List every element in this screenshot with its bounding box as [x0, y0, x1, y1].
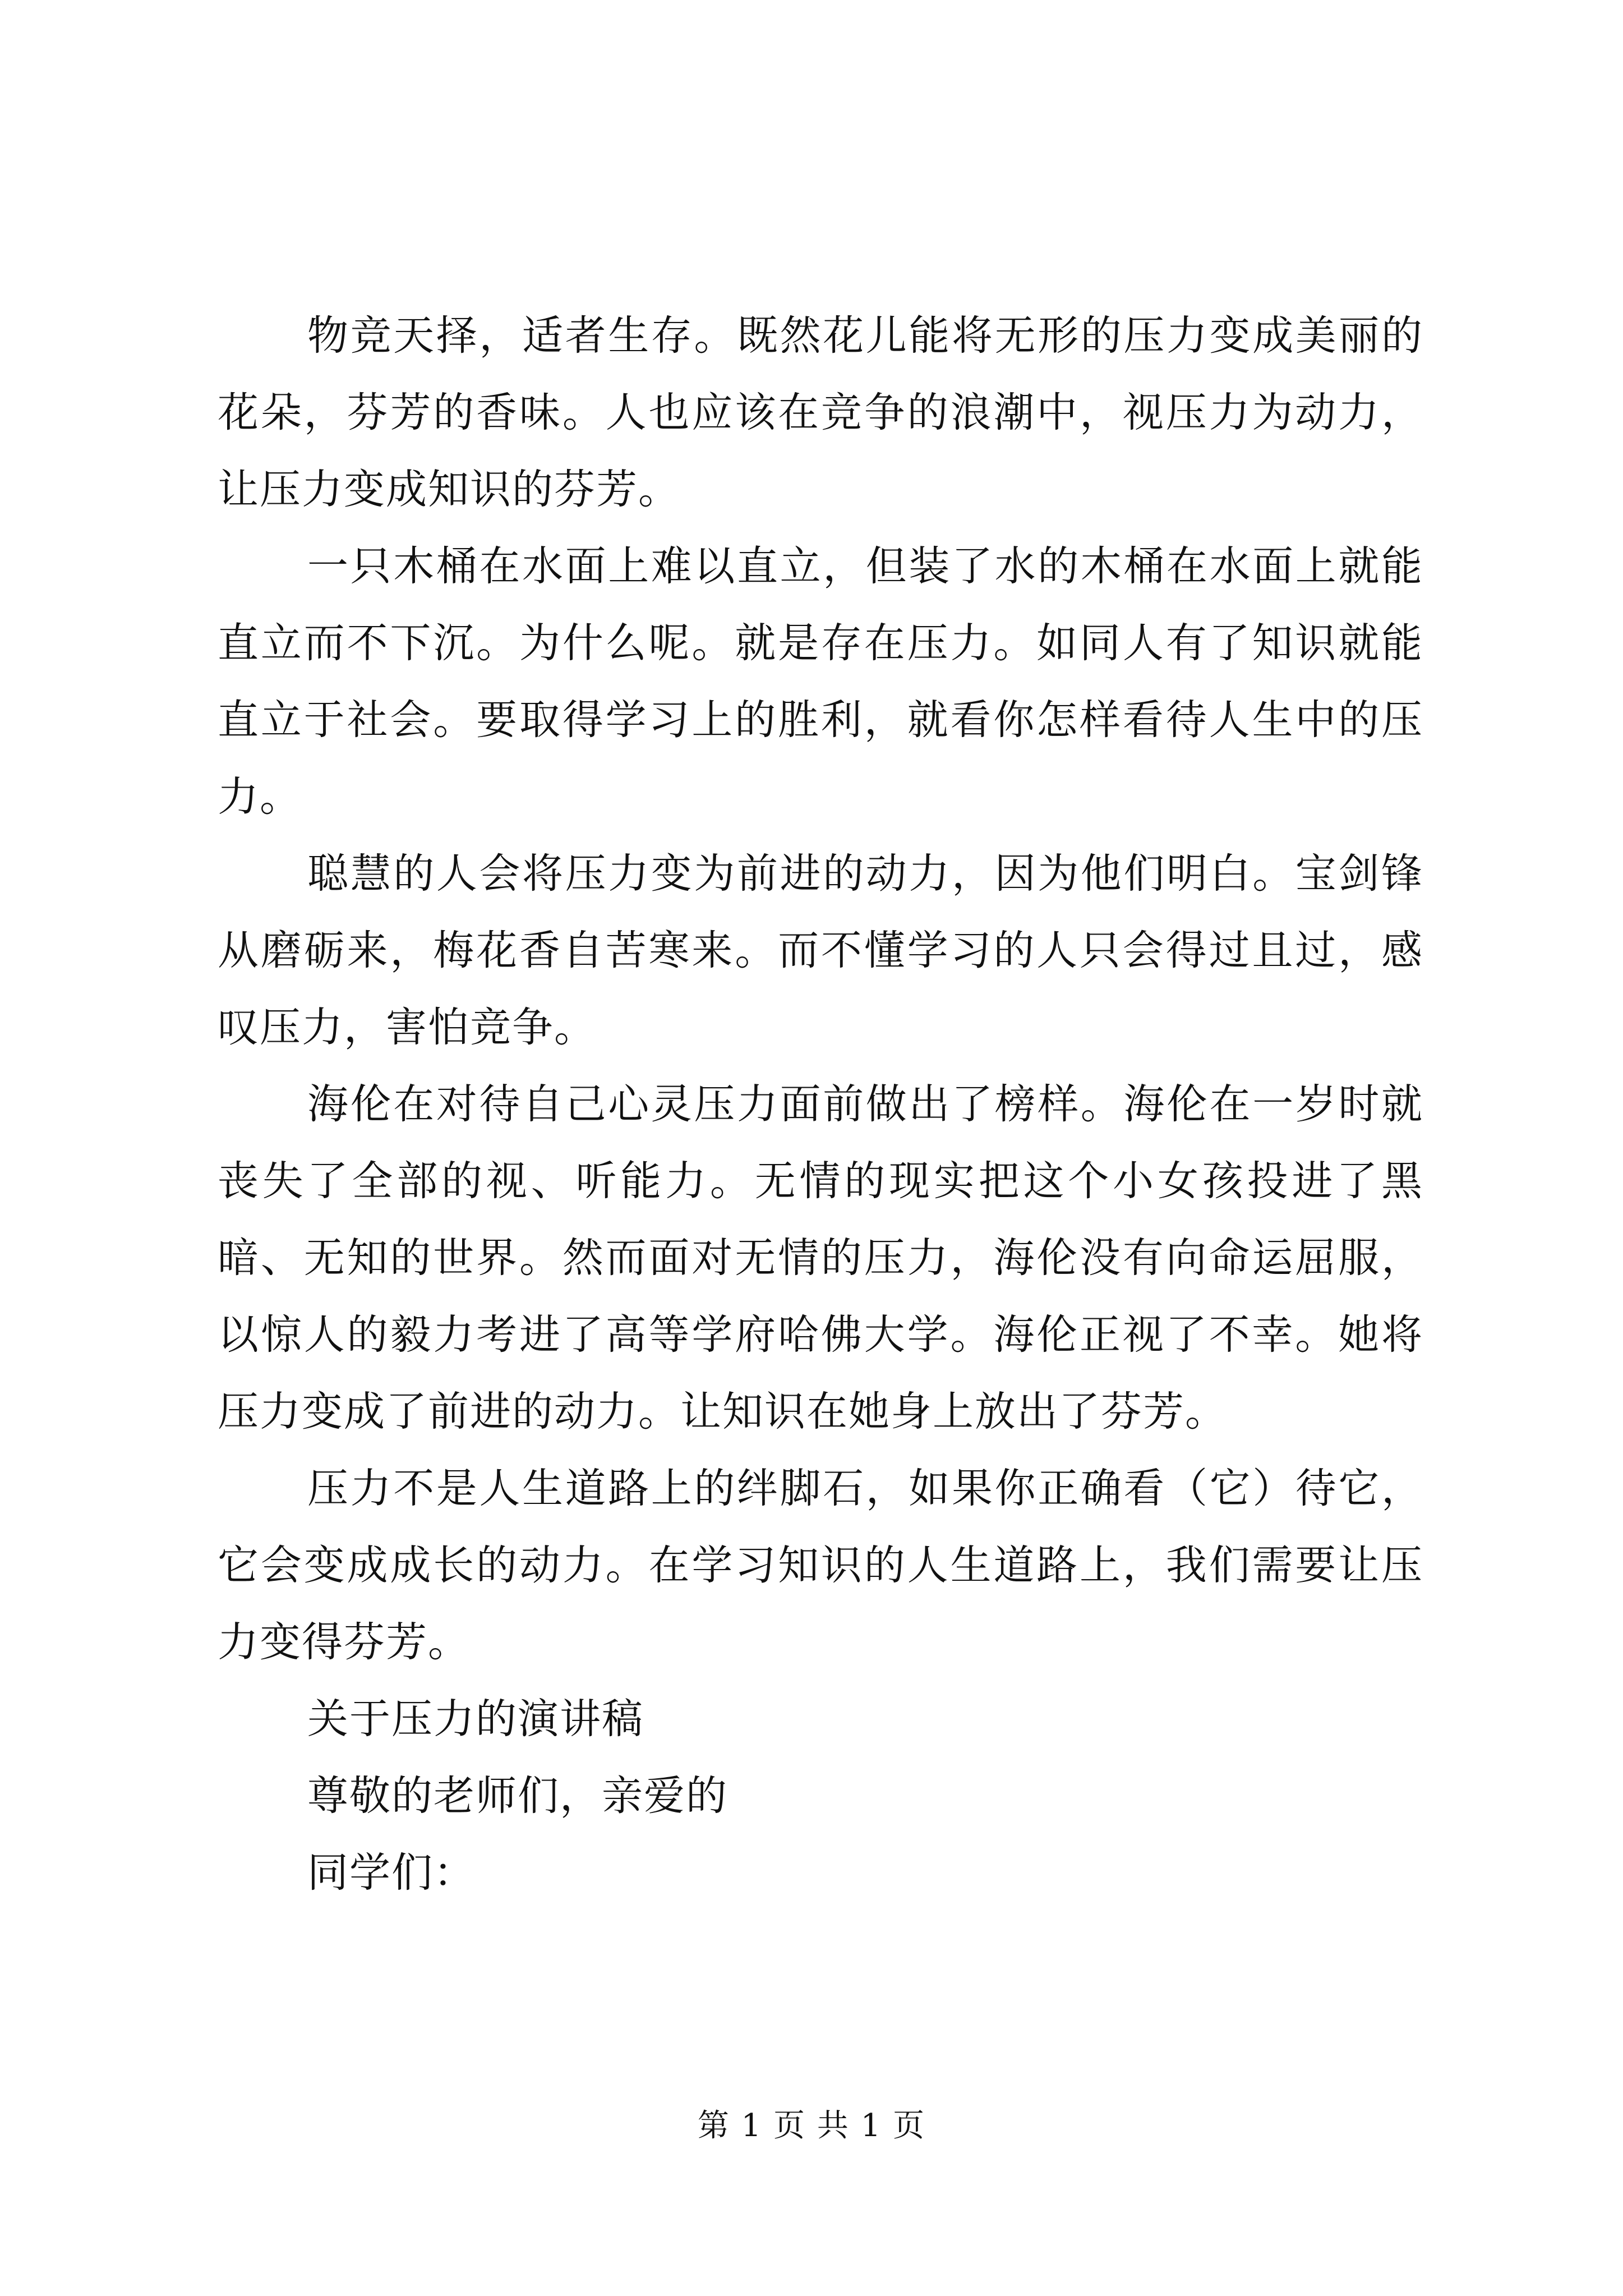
- paragraph-1: 物竞天择，适者生存。既然花儿能将无形的压力变成美丽的花朵，芬芳的香味。人也应该在竞争的浪潮中，视压力为动力，让压力变成知识的芬芳。: [218, 312, 1423, 513]
- salutation-line-2: 同学们：: [307, 1849, 476, 1897]
- paragraph-4: 海伦在对待自己心灵压力面前做出了榜样。海伦在一岁时就丧失了全部的视、听能力。无情的现实把这个小女孩投进了黑暗、无知的世界。然而面对无情的压力，海伦没有向命运屈服，以惊人的毅力考进了高等学府哈佛大学。海伦正视了不幸。她将压力变成了前进的动力。让知识在她身上放出了芬芳。: [218, 1080, 1423, 1435]
- paragraph-2: 一只木桶在水面上难以直立，但装了水的木桶在水面上就能直立而不下沉。为什么呢。就是存在压力。如同人有了知识就能直立于社会。要取得学习上的胜利，就看你怎样看待人生中的压力。: [218, 542, 1423, 821]
- speech-title: 关于压力的演讲稿: [307, 1695, 644, 1743]
- document-body: [218, 297, 1423, 1911]
- paragraph-3: 聪慧的人会将压力变为前进的动力，因为他们明白。宝剑锋从磨砺来，梅花香自苦寒来。而不懂学习的人只会得过且过，感叹压力，害怕竞争。: [218, 850, 1423, 1051]
- paragraph-5: 压力不是人生道路上的绊脚石，如果你正确看（它）待它，它会变成成长的动力。在学习知识的人生道路上，我们需要让压力变得芬芳。: [218, 1465, 1423, 1666]
- page-number-footer: 第 1 页 共 1 页: [697, 2108, 926, 2144]
- salutation-line-1: 尊敬的老师们，亲爱的: [307, 1772, 728, 1820]
